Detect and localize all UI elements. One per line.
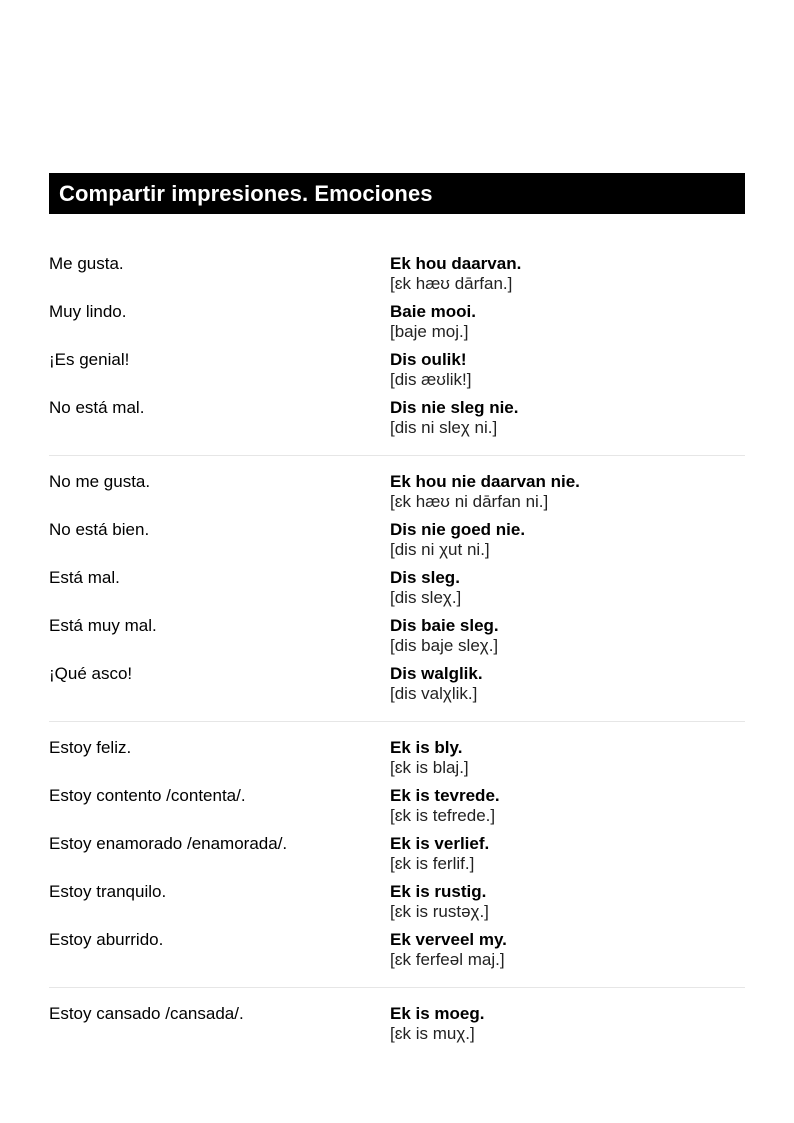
pronunciation: [dis æʊlik!] [390,370,472,389]
pronunciation: [ɛk is muχ.] [390,1024,475,1043]
phrase-row [49,786,745,834]
phrase-group [49,254,745,438]
phrase-row [49,398,745,438]
afrikaans-column [390,472,745,520]
page-title: Compartir impresiones. Emociones [59,180,433,206]
pronunciation: [dis baje sleχ.] [390,636,499,655]
spanish-phrase: Me gusta. [49,254,124,273]
phrase-row [49,882,745,930]
pronunciation: [baje moj.] [390,322,469,341]
afrikaans-column [390,254,745,302]
afrikaans-phrase: Dis sleg. [390,568,460,587]
spanish-phrase: Estoy tranquilo. [49,882,167,901]
spanish-phrase: Muy lindo. [49,302,127,321]
phrasebook-page [49,173,745,1044]
afrikaans-phrase: Dis nie sleg nie. [390,398,519,417]
pronunciation: [ɛk hæʊ ni dārfan ni.] [390,492,549,511]
afrikaans-phrase: Ek is tevrede. [390,786,500,805]
pronunciation: [ɛk is ferlif.] [390,854,475,873]
afrikaans-phrase: Ek hou nie daarvan nie. [390,472,580,491]
afrikaans-phrase: Ek verveel my. [390,930,507,949]
section-title-bar [49,173,745,214]
afrikaans-column [390,398,745,438]
afrikaans-phrase: Ek is bly. [390,738,463,757]
section-divider [49,455,745,456]
phrase-row [49,350,745,398]
phrase-list [49,254,745,1044]
afrikaans-column [390,882,745,930]
spanish-phrase: Estoy feliz. [49,738,132,757]
phrase-row [49,302,745,350]
phrase-row [49,616,745,664]
phrase-row [49,664,745,704]
spanish-phrase: No me gusta. [49,472,151,491]
afrikaans-phrase: Baie mooi. [390,302,476,321]
spanish-phrase: Estoy aburrido. [49,930,164,949]
phrase-group [49,738,745,970]
afrikaans-column [390,616,745,664]
afrikaans-column [390,350,745,398]
pronunciation: [ɛk is tefrede.] [390,806,496,825]
section-divider [49,721,745,722]
afrikaans-phrase: Ek is moeg. [390,1004,485,1023]
afrikaans-column [390,302,745,350]
pronunciation: [dis ni χut ni.] [390,540,490,559]
afrikaans-phrase: Ek is verlief. [390,834,490,853]
spanish-phrase: Estoy cansado /cansada/. [49,1004,244,1023]
phrase-group [49,1004,745,1044]
afrikaans-column [390,930,745,970]
afrikaans-phrase: Dis oulik! [390,350,467,369]
afrikaans-phrase: Dis baie sleg. [390,616,499,635]
section-divider [49,987,745,988]
afrikaans-column [390,520,745,568]
spanish-phrase: No está mal. [49,398,145,417]
afrikaans-phrase: Ek hou daarvan. [390,254,522,273]
pronunciation: [ɛk hæʊ dārfan.] [390,274,513,293]
afrikaans-column [390,568,745,616]
pronunciation: [dis ni sleχ ni.] [390,418,498,437]
afrikaans-column [390,834,745,882]
spanish-phrase: Estoy contento /contenta/. [49,786,246,805]
afrikaans-phrase: Ek is rustig. [390,882,487,901]
phrase-row [49,472,745,520]
spanish-phrase: ¡Qué asco! [49,664,133,683]
afrikaans-column [390,738,745,786]
spanish-phrase: Está muy mal. [49,616,157,635]
phrase-row [49,568,745,616]
pronunciation: [ɛk is blaj.] [390,758,469,777]
phrase-row [49,738,745,786]
spanish-phrase: No está bien. [49,520,150,539]
phrase-row [49,834,745,882]
pronunciation: [ɛk ferfeəl maj.] [390,950,505,969]
afrikaans-phrase: Dis nie goed nie. [390,520,526,539]
phrase-row [49,1004,745,1044]
spanish-phrase: ¡Es genial! [49,350,130,369]
afrikaans-column [390,664,745,704]
spanish-phrase: Estoy enamorado /enamorada/. [49,834,288,853]
phrase-row [49,930,745,970]
pronunciation: [dis valχlik.] [390,684,478,703]
phrase-group [49,472,745,704]
spanish-phrase: Está mal. [49,568,120,587]
phrase-row [49,520,745,568]
pronunciation: [ɛk is rustəχ.] [390,902,489,921]
phrase-row [49,254,745,302]
afrikaans-phrase: Dis walglik. [390,664,483,683]
afrikaans-column [390,786,745,834]
pronunciation: [dis sleχ.] [390,588,462,607]
afrikaans-column [390,1004,745,1044]
